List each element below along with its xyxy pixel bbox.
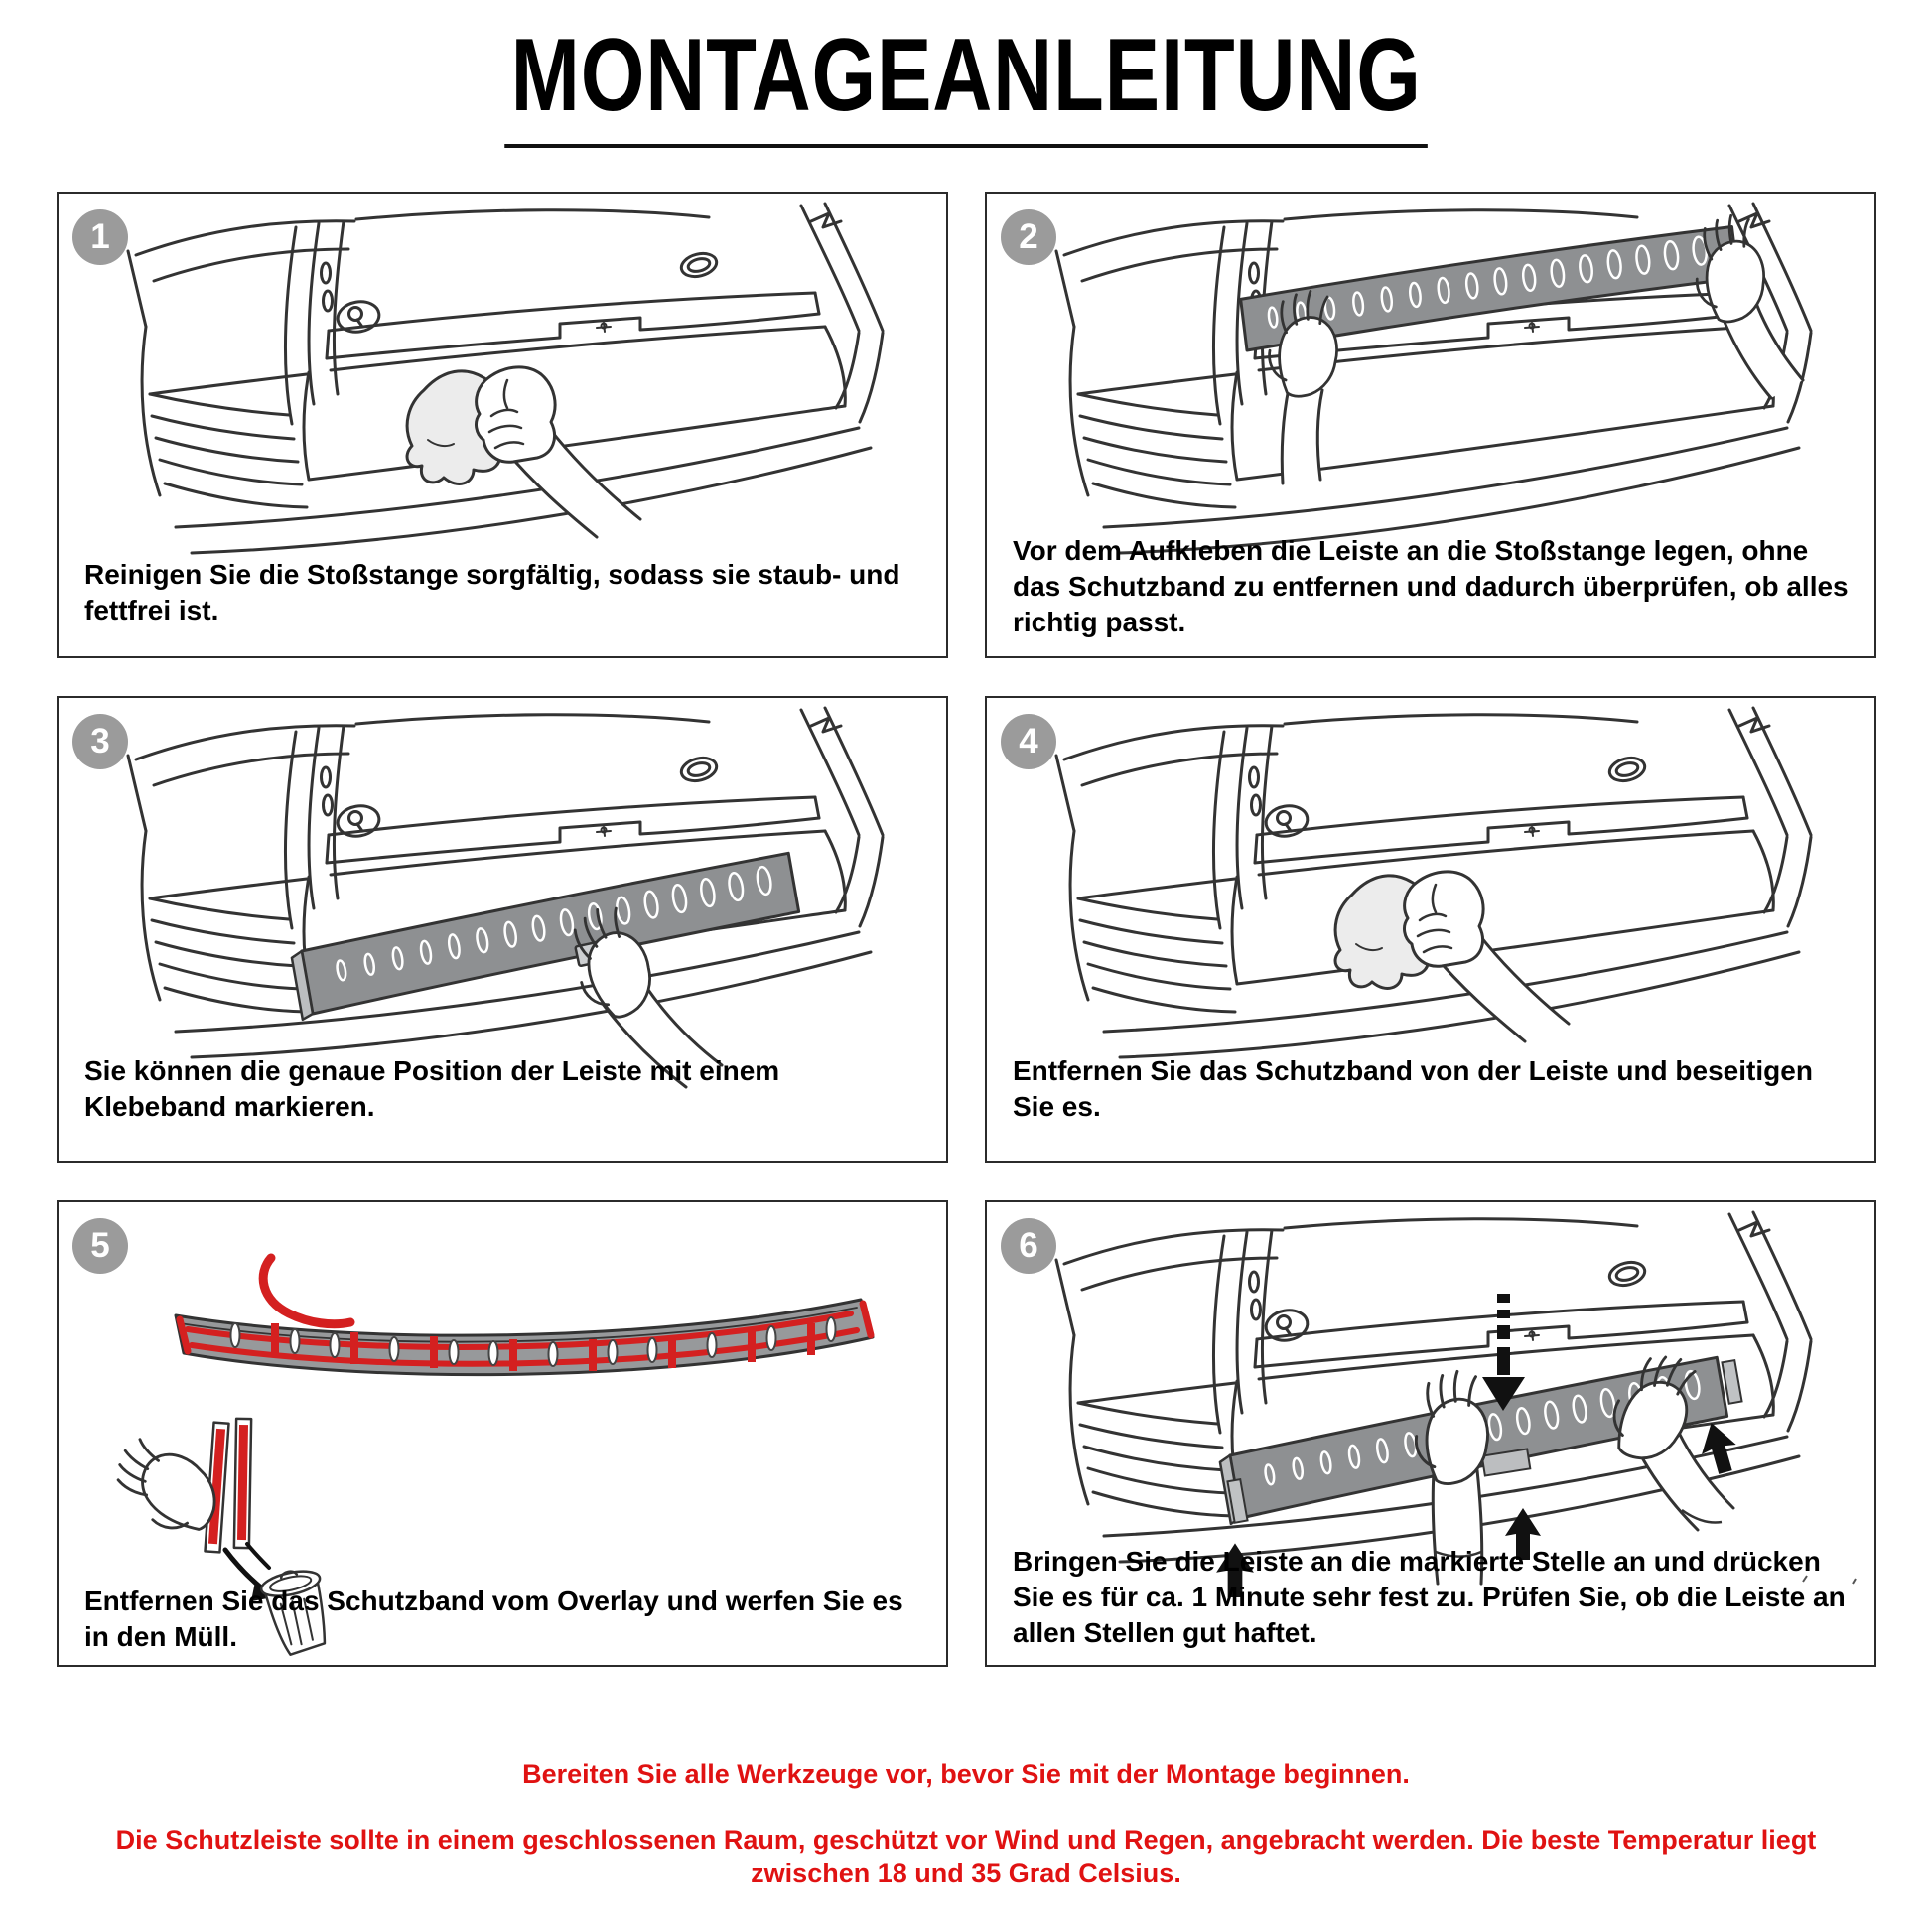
footer-note-tools: Bereiten Sie alle Werkzeuge vor, bevor Sie mit der Montage beginnen. (522, 1759, 1410, 1789)
step-1-number-badge (72, 209, 128, 265)
step-panel-3 (57, 696, 948, 1163)
footer-note-conditions: Die Schutzleiste sollte in einem geschlossenen Raum, geschützt vor Wind und Regen, angebracht werden. Die beste Temperatur liegt zwischen 18 und 35 Grad Celsius. (115, 1825, 1817, 1888)
step-panel-1 (57, 192, 948, 658)
page-title: MONTAGEANLEITUNG (504, 22, 1428, 148)
step-panel-6 (985, 1200, 1876, 1667)
step-6-number-badge (1001, 1218, 1056, 1274)
step-4-caption: Entfernen Sie das Schutzband von der Leiste und beseitigen Sie es. (1013, 1055, 1813, 1122)
step-number: 1 (90, 217, 110, 256)
steps-grid (57, 192, 1876, 1667)
step-panel-2 (985, 192, 1876, 658)
step-5-caption: Entfernen Sie das Schutzband vom Overlay und werfen Sie es in den Müll. (84, 1586, 903, 1652)
step-panel-5 (57, 1200, 948, 1667)
step-5-number-badge (72, 1218, 128, 1274)
step-number: 5 (90, 1226, 110, 1265)
step-3-caption: Sie können die genaue Position der Leiste mit einem Klebeband markieren. (84, 1055, 780, 1122)
step-number: 4 (1019, 722, 1038, 760)
step-2-caption: Vor dem Aufkleben die Leiste an die Stoßstange legen, ohne das Schutzband zu entfernen und dadurch überprüfen, ob alles richtig passt. (1013, 535, 1849, 637)
step-panel-4 (985, 696, 1876, 1163)
step-number: 3 (90, 722, 110, 760)
step-number: 2 (1019, 217, 1038, 256)
step-number: 6 (1019, 1226, 1038, 1265)
header (0, 18, 1932, 148)
step-4-number-badge (1001, 714, 1056, 769)
step-2-number-badge (1001, 209, 1056, 265)
step-1-caption: Reinigen Sie die Stoßstange sorgfältig, sodass sie staub- und fettfrei ist. (84, 559, 900, 625)
step-3-number-badge (72, 714, 128, 769)
step-6-caption: Bringen Sie die Leiste an die markierte Stelle an und drücken Sie es für ca. 1 Minute sehr fest zu. Prüfen Sie, ob die Leiste an allen Stellen gut haftet. (1013, 1546, 1846, 1648)
